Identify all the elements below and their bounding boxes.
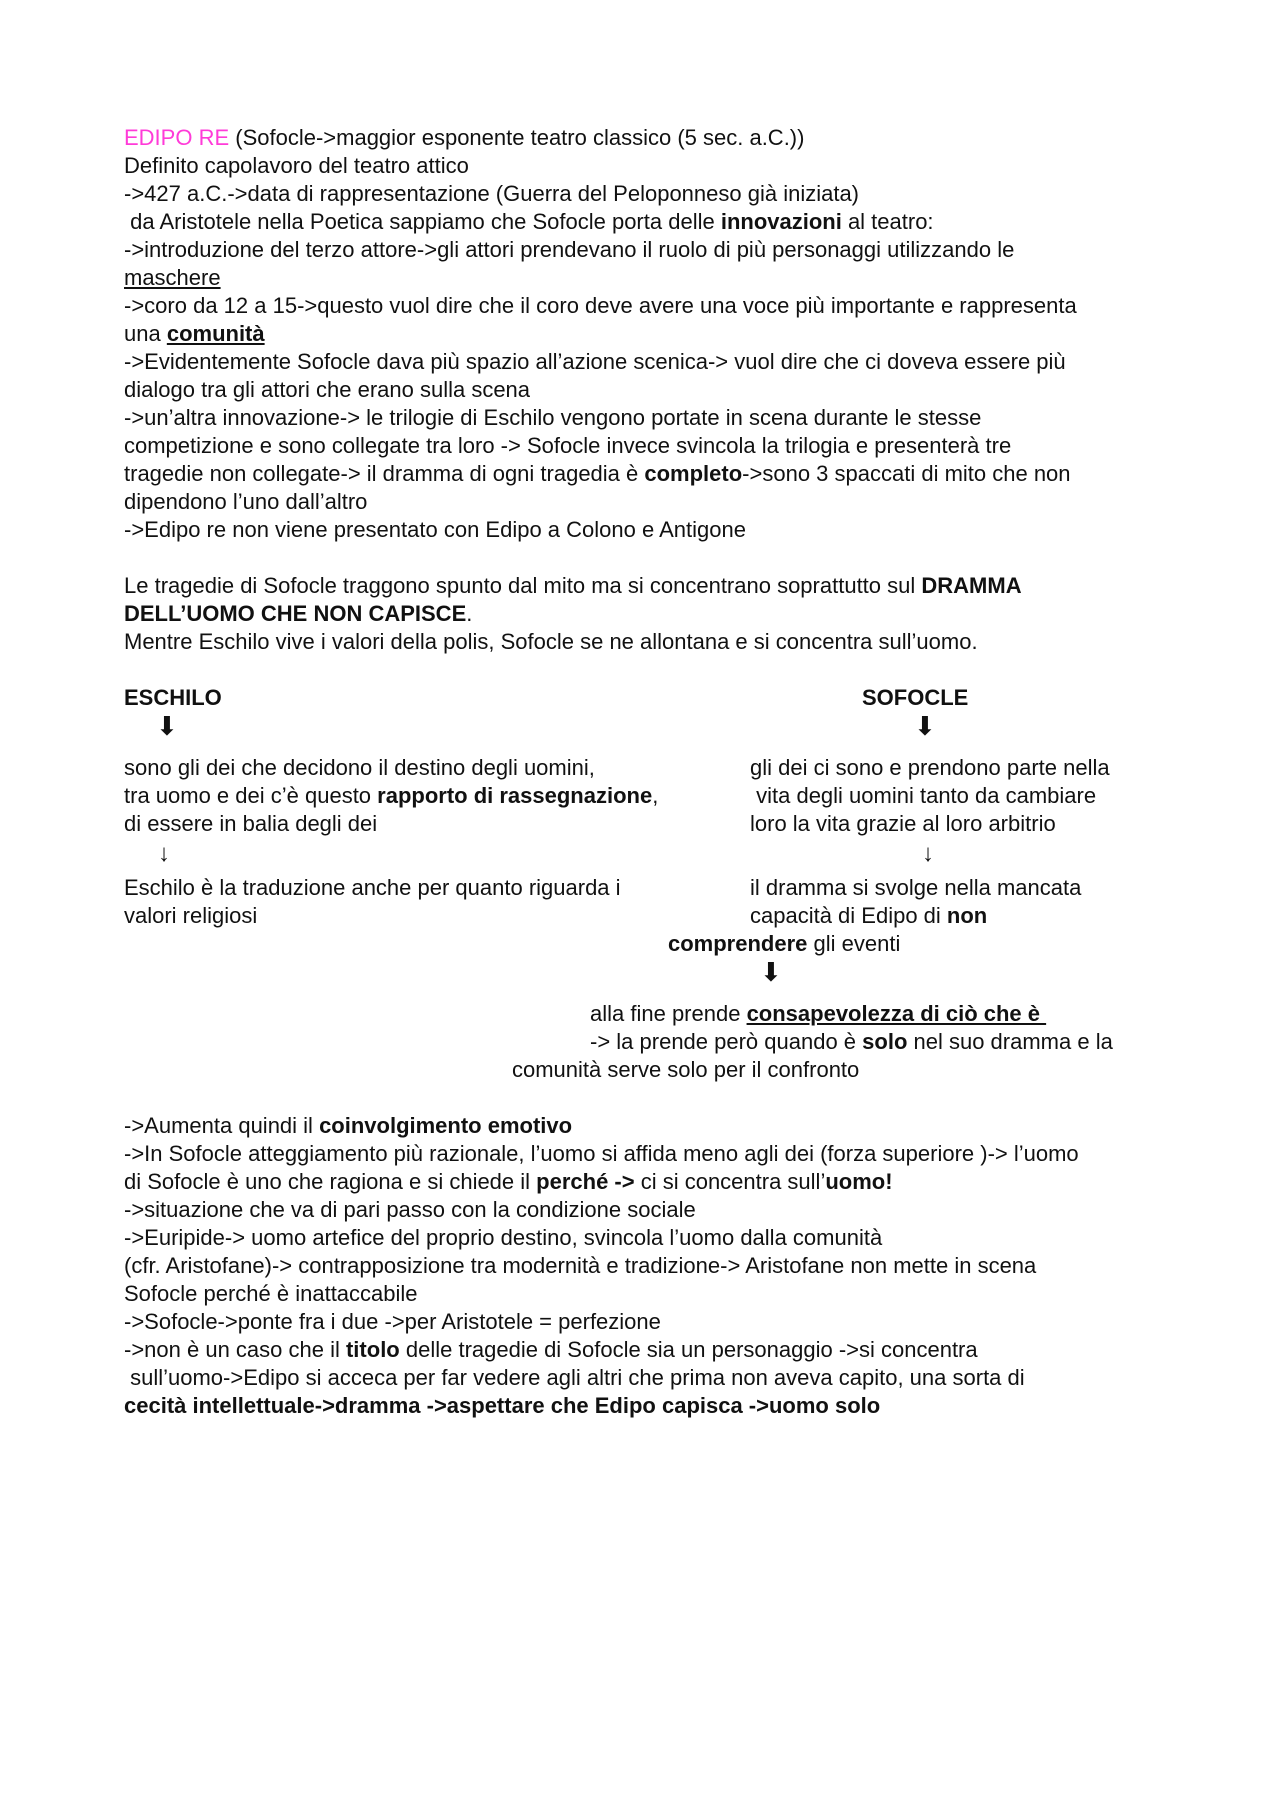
final-line-3 [124, 1168, 893, 1196]
intro-line-7 [124, 320, 265, 348]
eschilo-line-1: sono gli dei che decidono il destino degli uomini, [124, 755, 595, 780]
bold-text: titolo [345, 1337, 400, 1362]
intro-line-2: ->427 a.C.->data di rappresentazione (Guerra del Peloponneso già iniziata) [124, 181, 860, 206]
sofocle-heading: SOFOCLE [862, 685, 969, 710]
text-span: ->non è un caso che il [124, 1337, 346, 1362]
final-line-6: (cfr. Aristofane)-> contrapposizione tra modernità e tradizione-> Aristofane non mette in scena [124, 1253, 1037, 1278]
bold-text: rapporto di rassegnazione [377, 783, 653, 808]
sofocle-line-5 [750, 902, 987, 930]
final-line-7: Sofocle perché è inattaccabile [124, 1281, 418, 1306]
text-span: delle tragedie di Sofocle sia un personaggio ->si concentra [399, 1337, 978, 1362]
bold-text: perché -> [536, 1169, 635, 1194]
intro-line-13: dipendono l’uno dall’altro [124, 489, 368, 514]
text-span: al teatro: [841, 209, 934, 234]
text-span: -> la prende però quando è [590, 1029, 863, 1054]
final-line-4: ->situazione che va di pari passo con la condizione sociale [124, 1197, 696, 1222]
intro-line-11: competizione e sono collegate tra loro -> Sofocle invece svincola la trilogia e presenterà tre [124, 433, 1012, 458]
intro-line-1: Definito capolavoro del teatro attico [124, 153, 469, 178]
bold-text: non [946, 903, 988, 928]
text-span: da Aristotele nella Poetica sappiamo che Sofocle porta delle [124, 209, 721, 234]
sofocle-line-4: il dramma si svolge nella mancata [750, 875, 1082, 900]
text-span: di Sofocle è uno che ragiona e si chiede il [124, 1169, 537, 1194]
thin-down-arrow-icon: ↓ [922, 840, 934, 867]
sofocle-line-3: loro la vita grazie al loro arbitrio [750, 811, 1056, 836]
text-span: alla fine prende [590, 1001, 747, 1026]
thin-down-arrow-icon: ↓ [158, 840, 170, 867]
eschilo-line-5: valori religiosi [124, 903, 258, 928]
heavy-down-arrow-icon: ⬇ [156, 711, 178, 741]
sofocle-line-2: vita degli uomini tanto da cambiare [750, 783, 1097, 808]
heavy-down-arrow-icon: ⬇ [914, 711, 936, 741]
text-span: nel suo dramma e la [907, 1029, 1113, 1054]
bold-text: uomo! [825, 1169, 893, 1194]
bold-text: DELL’UOMO CHE NON CAPISCE [124, 601, 467, 626]
para2-line-3: Mentre Eschilo vive i valori della polis, Sofocle se ne allontana e si concentra sull’uomo. [124, 629, 978, 654]
final-line-10: sull’uomo->Edipo si acceca per far vedere agli altri che prima non aveva capito, una sorta di [124, 1365, 1025, 1390]
sofocle-line-6 [668, 930, 900, 958]
final-line-11: cecità intellettuale->dramma ->aspettare che Edipo capisca ->uomo solo [124, 1393, 881, 1418]
text-span: Le tragedie di Sofocle traggono spunto dal mito ma si concentrano soprattutto sul [124, 573, 922, 598]
sofocle-line-8 [590, 1028, 1113, 1056]
text-span: , [652, 783, 659, 808]
bold-text: coinvolgimento emotivo [319, 1113, 573, 1138]
intro-line-4: ->introduzione del terzo attore->gli attori prendevano il ruolo di più personaggi utilizzando le [124, 237, 1015, 262]
eschilo-line-4: Eschilo è la traduzione anche per quanto riguarda i [124, 875, 621, 900]
text-span: tragedie non collegate-> il dramma di ogni tragedia è [124, 461, 645, 486]
eschilo-line-3: di essere in balia degli dei [124, 811, 378, 836]
title-note: (Sofocle->maggior esponente teatro classico (5 sec. a.C.)) [229, 125, 805, 150]
bold-text: comprendere [668, 931, 808, 956]
bold-text: solo [862, 1029, 908, 1054]
final-line-9 [124, 1336, 978, 1364]
intro-line-3 [124, 208, 934, 236]
bold-underline-text: consapevolezza di ciò che è [746, 1001, 1047, 1026]
para2-line-2 [124, 600, 472, 628]
final-line-2: ->In Sofocle atteggiamento più razionale, l’uomo si affida meno agli dei (forza superiore )-> l’uomo [124, 1141, 1079, 1166]
sofocle-line-7 [590, 1000, 1046, 1028]
heavy-down-arrow-icon: ⬇ [760, 957, 782, 987]
text-span: tra uomo e dei c’è questo [124, 783, 378, 808]
text-span: ->sono 3 spaccati di mito che non [742, 461, 1071, 486]
bold-underline-text: comunità [166, 321, 265, 346]
final-line-1 [124, 1112, 572, 1140]
bold-text: completo [644, 461, 743, 486]
final-line-8: ->Sofocle->ponte fra i due ->per Aristotele = perfezione [124, 1309, 661, 1334]
text-span: ci si concentra sull’ [634, 1169, 826, 1194]
document-title: EDIPO RE [124, 125, 230, 150]
text-span: capacità di Edipo di [750, 903, 947, 928]
intro-line-10: ->un’altra innovazione-> le trilogie di Eschilo vengono portate in scena durante le stesse [124, 405, 982, 430]
text-span: gli eventi [807, 931, 901, 956]
intro-line-9: dialogo tra gli attori che erano sulla scena [124, 377, 531, 402]
text-span: ->Aumenta quindi il [124, 1113, 320, 1138]
intro-line-14: ->Edipo re non viene presentato con Edipo a Colono e Antigone [124, 517, 746, 542]
sofocle-line-9: comunità serve solo per il confronto [512, 1057, 860, 1082]
bold-text: DRAMMA [921, 573, 1022, 598]
text-span: una [124, 321, 167, 346]
intro-line-5: maschere [124, 265, 221, 290]
text-span: . [466, 601, 473, 626]
eschilo-heading: ESCHILO [124, 685, 222, 710]
title-line [124, 124, 804, 152]
intro-line-6: ->coro da 12 a 15->questo vuol dire che il coro deve avere una voce più importante e rappresenta [124, 293, 1077, 318]
eschilo-line-2 [124, 782, 658, 810]
final-line-5: ->Euripide-> uomo artefice del proprio destino, svincola l’uomo dalla comunità [124, 1225, 883, 1250]
bold-text: innovazioni [720, 209, 842, 234]
intro-line-8: ->Evidentemente Sofocle dava più spazio all’azione scenica-> vuol dire che ci doveva essere più [124, 349, 1066, 374]
para2-line-1 [124, 572, 1022, 600]
intro-line-12 [124, 460, 1071, 488]
sofocle-line-1: gli dei ci sono e prendono parte nella [750, 755, 1110, 780]
